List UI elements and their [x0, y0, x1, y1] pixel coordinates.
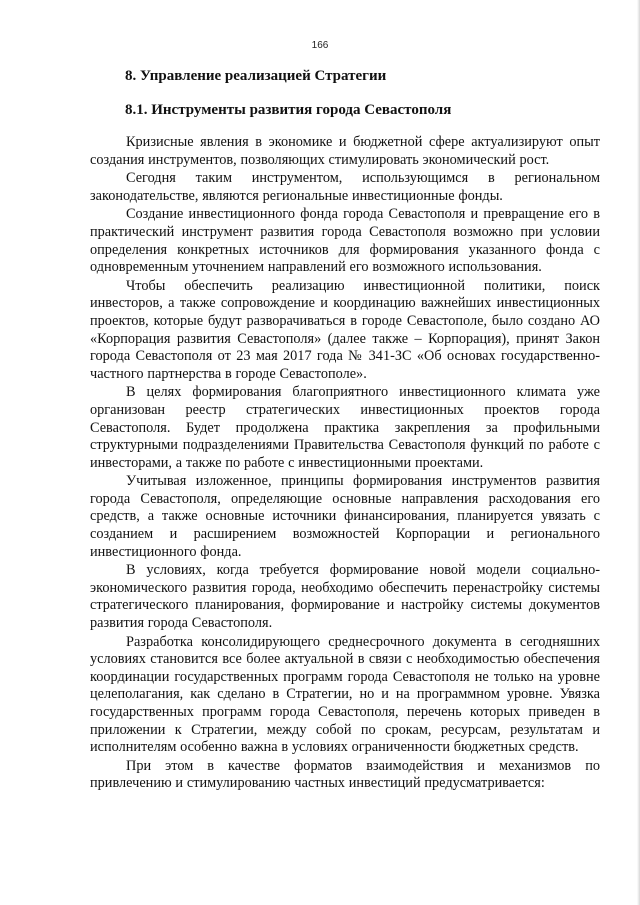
page-number: 166 [311, 40, 329, 51]
paragraph-5: В целях формирования благоприятного инвестиционного климата уже организован реестр стратегических инвестиционных проектов города Севастополя. Будет продолжена практика закрепления за профильными структурными подразделениями Правительства Севастополя функций по работе с инвесторами, а также по работе с инвестиционными проектами. [90, 384, 600, 471]
paragraph-8: Разработка консолидирующего среднесрочного документа в сегодняшних условиях становится все более актуальной в связи с необходимостью обеспечения координации государственных программ города Севастополя не только на уровне целеполагания, как сделано в Стратегии, но и на программном уровне. Увязка государственных программ города Севастополя, перечень которых приведен в приложении к Стратегии, между собой по срокам, ресурсам, результатам и исполнителям особенно важна в условиях ограниченности бюджетных средств. [90, 633, 600, 756]
paragraph-2: Сегодня таким инструментом, использующимся в региональном законодательстве, являются региональные инвестиционные фонды. [90, 170, 600, 204]
paragraph-1: Кризисные явления в экономике и бюджетной сфере актуализируют опыт создания инструментов, позволяющих стимулировать экономический рост. [90, 134, 600, 168]
body-text [90, 134, 600, 793]
subsection-heading: 8.1. Инструменты развития города Севастополя [125, 102, 452, 118]
paragraph-6: Учитывая изложенное, принципы формирования инструментов развития города Севастополя, определяющие основные направления расходования его средств, а также основные источники финансирования, планируется увязать с созданием и расширением возможностей Корпорации и регионального инвестиционного фонда. [90, 473, 600, 560]
paragraph-4: Чтобы обеспечить реализацию инвестиционной политики, поиск инвесторов, а также сопровождение и координацию важнейших инвестиционных проектов, которые будут разворачиваться в городе Севастополе, было создано АО «Корпорация развития Севастополя» (далее также – Корпорация), принят Закон города Севастополя от 23 мая 2017 года № 341-ЗС «Об основах государственно-частного партнерства в городе Севастополе». [90, 277, 600, 382]
paragraph-7: В условиях, когда требуется формирование новой модели социально-экономического развития города, необходимо обеспечить перенастройку системы стратегического планирования, формирование и настройку системы документов развития города Севастополя. [90, 562, 600, 632]
paragraph-9: При этом в качестве форматов взаимодействия и механизмов по привлечению и стимулированию частных инвестиций предусматривается: [90, 757, 600, 792]
section-heading: 8. Управление реализацией Стратегии [125, 68, 387, 84]
paragraph-3: Создание инвестиционного фонда города Севастополя и превращение его в практический инструмент развития города Севастополя возможно при условии определения конкретных источников для формирования указанного фонда с одновременным уточнением направлений его возможного использования. [90, 206, 600, 276]
